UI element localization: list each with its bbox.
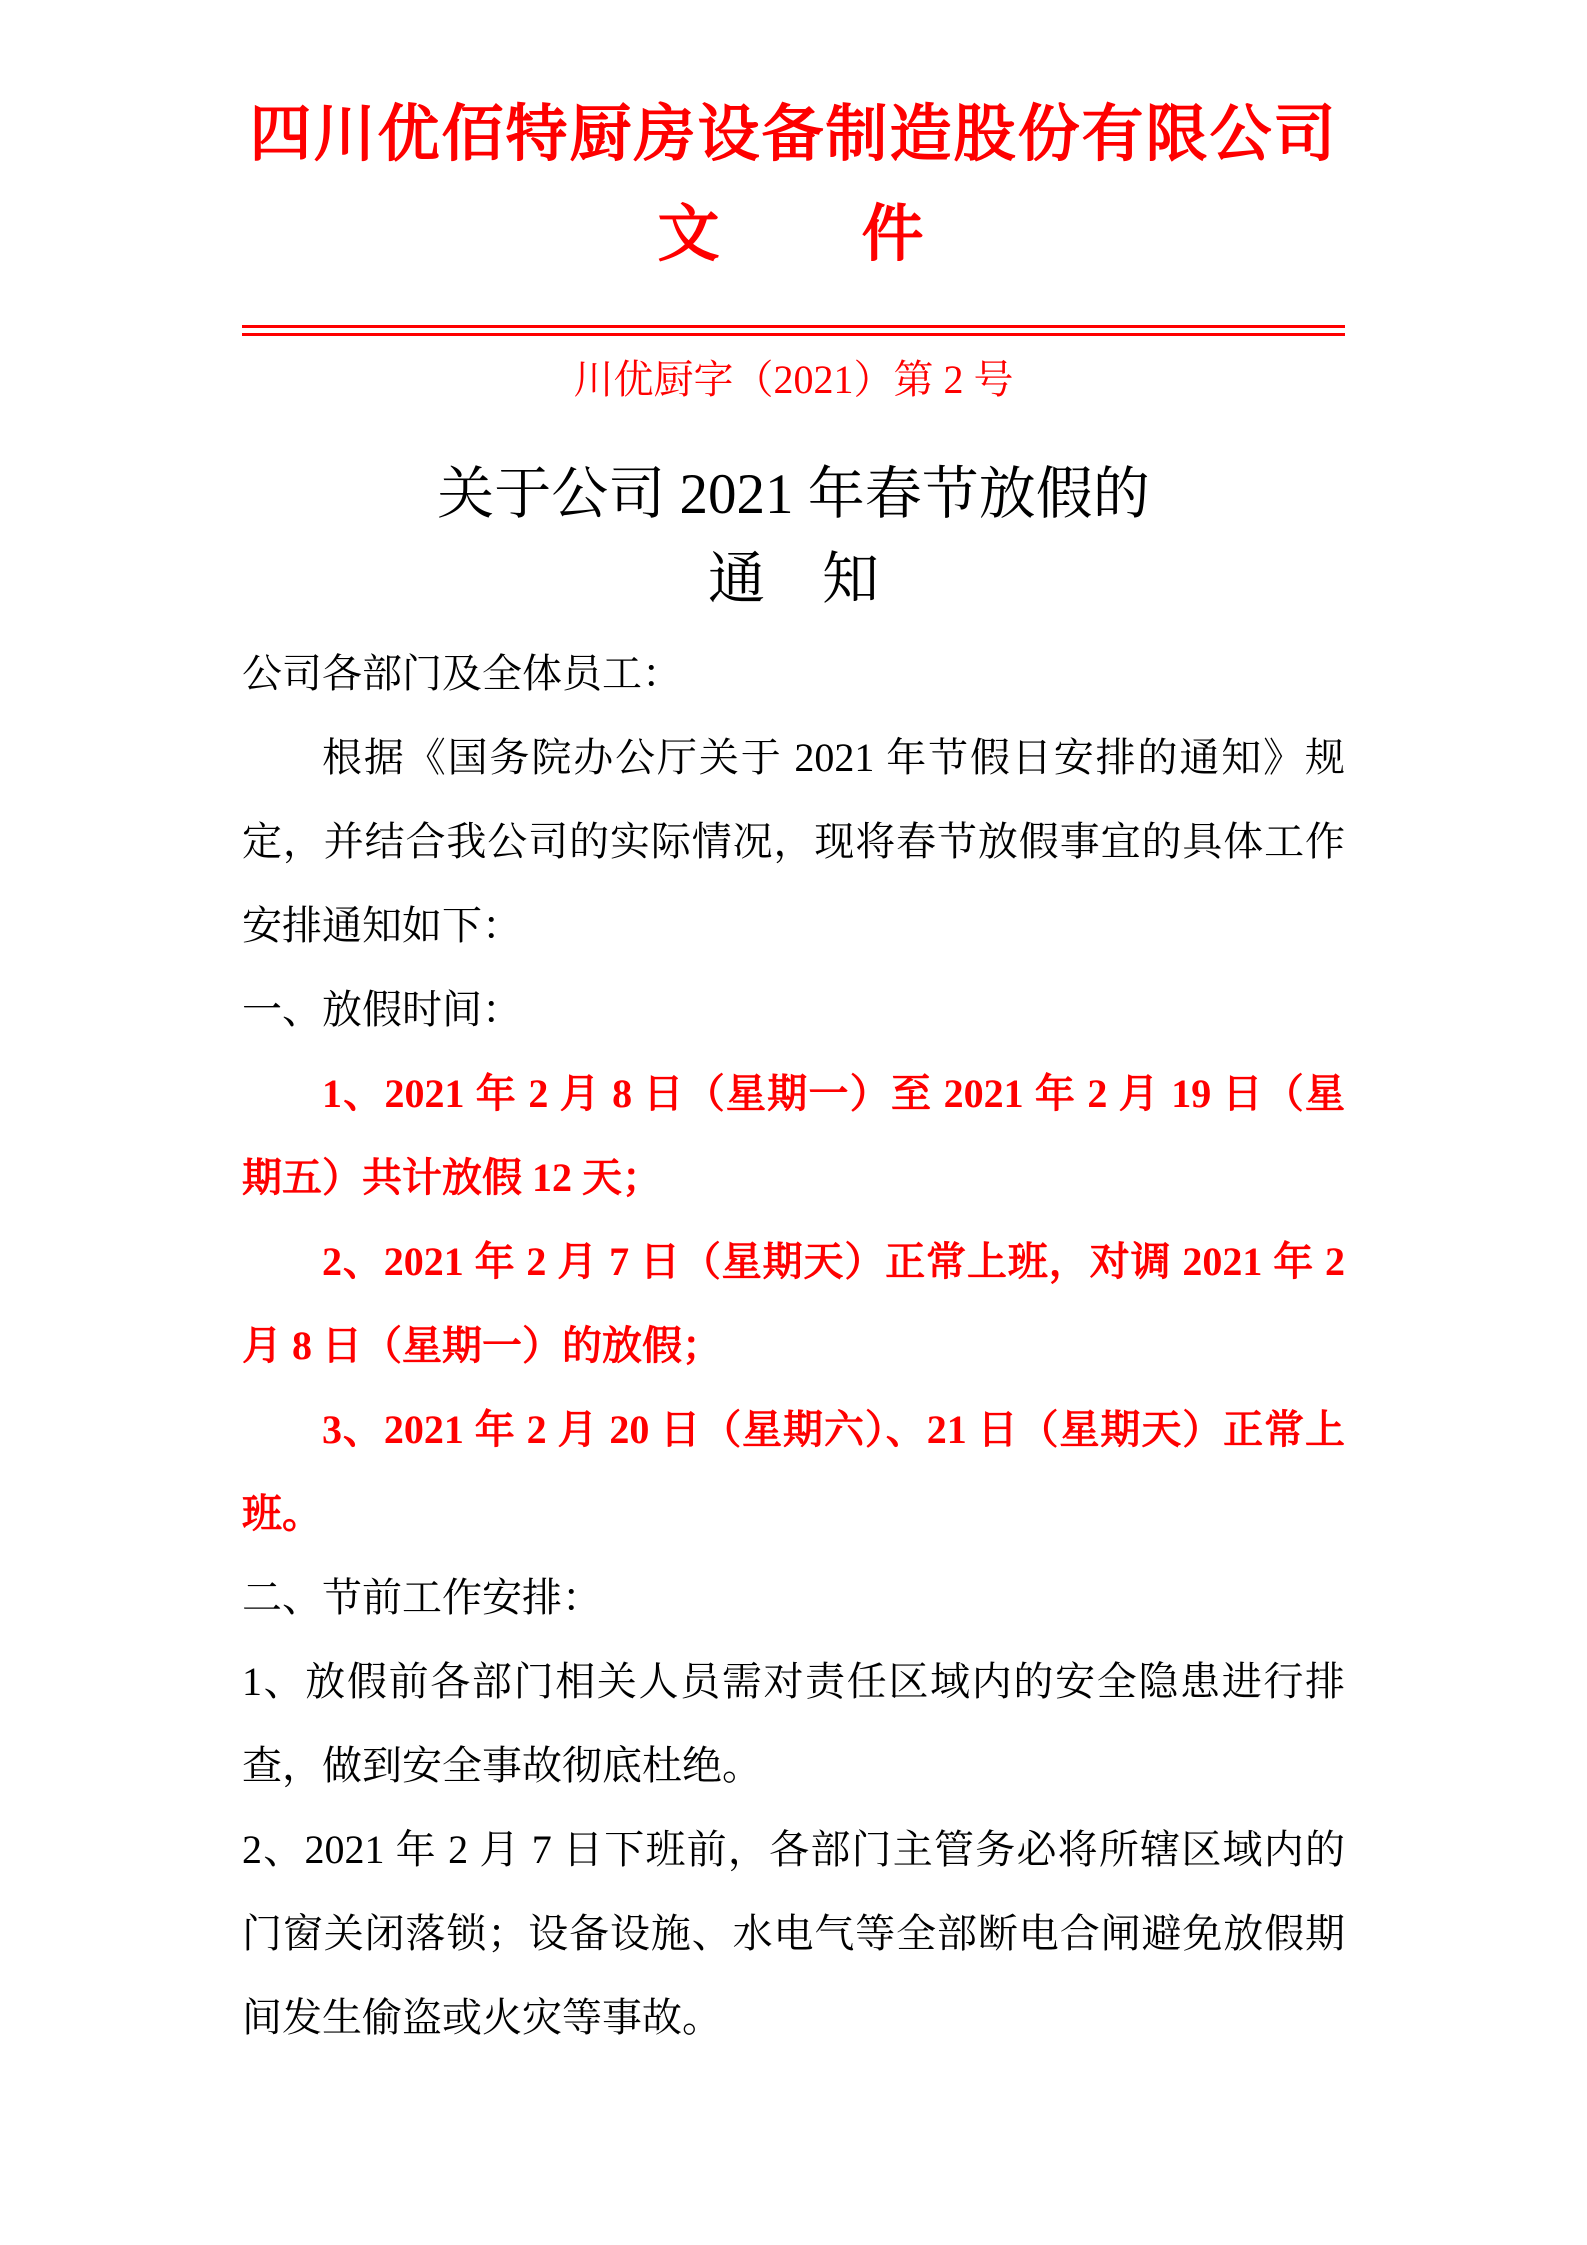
company-title: 四川优佰特厨房设备制造股份有限公司 bbox=[249, 101, 1338, 169]
file-label: 文 件 bbox=[657, 201, 930, 269]
letterhead-divider bbox=[242, 325, 1345, 336]
pre-holiday-task-1: 1、放假前各部门相关人员需对责任区域内的安全隐患进行排查，做到安全事故彻底杜绝。 bbox=[242, 1659, 1345, 1788]
pre-holiday-task-2: 2、2021 年 2 月 7 日下班前，各部门主管务必将所辖区域内的门窗关闭落锁；设备设施、水电气等全部断电合闸避免放假期间发生偷盗或火灾等事故。 bbox=[242, 1827, 1345, 2040]
section2-heading: 二、节前工作安排： bbox=[242, 1575, 602, 1620]
notice-title-line2: 通 知 bbox=[708, 548, 879, 611]
holiday-item-1: 1、2021 年 2 月 8 日（星期一）至 2021 年 2 月 19 日（星期五）共计放假 12 天； bbox=[242, 1071, 1345, 1200]
section1-heading: 一、放假时间： bbox=[242, 987, 522, 1032]
holiday-item-2: 2、2021 年 2 月 7 日（星期天）正常上班，对调 2021 年 2 月 8 日（星期一）的放假； bbox=[242, 1239, 1345, 1368]
notice-title-line1: 关于公司 2021 年春节放假的 bbox=[437, 463, 1150, 526]
document-body bbox=[242, 632, 1345, 2060]
intro-paragraph: 根据《国务院办公厅关于 2021 年节假日安排的通知》规定，并结合我公司的实际情况，现将春节放假事宜的具体工作安排通知如下： bbox=[242, 735, 1345, 948]
notice-title bbox=[242, 452, 1345, 622]
letterhead bbox=[242, 85, 1345, 285]
holiday-item-3: 3、2021 年 2 月 20 日（星期六）、21 日（星期天）正常上班。 bbox=[242, 1407, 1345, 1536]
doc-number: 川优厨字（2021）第 2 号 bbox=[573, 357, 1014, 402]
salutation: 公司各部门及全体员工： bbox=[242, 651, 682, 696]
